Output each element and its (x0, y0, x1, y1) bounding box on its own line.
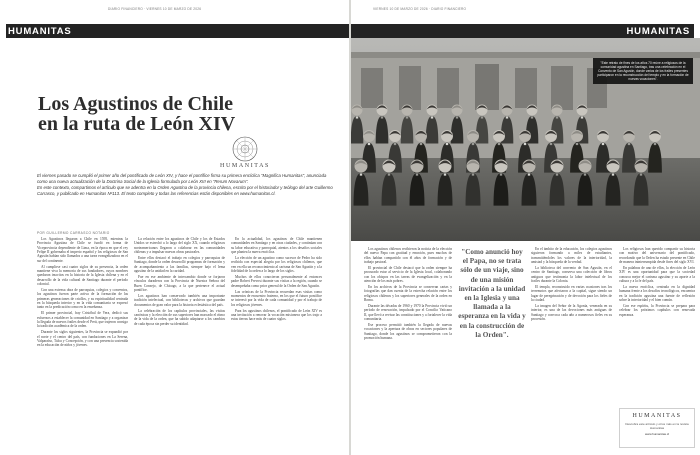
person-figure (466, 160, 481, 206)
person-figure (426, 105, 439, 144)
body-paragraph: En la actualidad, los agustinos de Chile mantienen comunidades en Santiago y en otras ciudades, y continúan con su labor educativa y parroquial, atentos a los desafíos sociales que plantea la nueva encíclica. (231, 237, 322, 255)
person-figure (522, 160, 537, 206)
person-figure (401, 105, 414, 144)
person-figure (354, 160, 369, 206)
body-paragraph: La celebración de los capítulos provinciales, las visitas canónicas y la elección de sus superiores han marcado el ritmo de la vida de la orden, que ha sabido adaptarse a los cambios de cada época sin perder su identidad. (134, 308, 225, 326)
body-paragraph: En el ámbito de la educación, los colegios agustinos siguieron formando a miles de estudiantes, transmitiéndoles los valores de la interioridad, la amistad y la búsqueda de la verdad. (531, 247, 612, 265)
left-page (0, 0, 349, 455)
right-body-column-1 (364, 247, 452, 447)
body-paragraph: Los agustinos han conservado también una importante tradición intelectual, con bibliotecas y archivos que guardan documentos de gran valor para la historia eclesiástica del país. (134, 293, 225, 307)
body-paragraph: Para los agustinos chilenos, el pontificado de León XIV es una invitación a renovar la vocación misionera que los trajo a estas tierras hace más de cuatro siglos. (231, 308, 322, 322)
humanitas-ad-box (619, 408, 695, 448)
body-paragraph: El provincial de Chile destacó que la orden siempre ha procurado estar al servicio de la Iglesia local, colaborando con los obispos en las tareas de evangelización y en la atención de los más pobres. (364, 265, 452, 283)
ad-logo: HUMANITAS (632, 413, 682, 419)
lead-paragraph: El viernes pasado se cumplió el primer año del pontificado de León XIV, y hace el pontífice firma su primera encíclica "Magnifica Humanitas", anunciada como una nueva actualización de la Doctrina Social de la Iglesia formulada por León XIII en "Rerum Novarum". (37, 173, 327, 184)
headline-line-1: Los Agustinos de Chile (38, 93, 234, 115)
body-paragraph: La nueva encíclica, centrada en la dignidad humana frente a los desafíos tecnológicos, encuentra en la tradición agustina una fuente de reflexión sobre la interioridad y el bien común. (619, 284, 695, 302)
logo-wordmark: HUMANITAS (220, 163, 270, 169)
body-paragraph: Durante los siglos siguientes, la Provincia se expandió por el norte y el centro del país, con fundaciones en La Serena, Valparaíso, Talca y Concepción, y con una presencia sostenida en la educación de niños y jóvenes. (37, 330, 128, 348)
body-paragraph: El primer provincial, fray Cristóbal de Vera, dedicó sus esfuerzos a establecer la comunidad en Santiago y a organizar la llegada de nuevos frailes desde el Perú, que trajeron consigo la tradición académica de la orden. (37, 311, 128, 329)
body-paragraph: Con ese espíritu, la Provincia se prepara para celebrar los próximos capítulos con renovada esperanza. (619, 303, 695, 317)
body-paragraph: Ese proceso permitió también la llegada de nuevas vocaciones y la apertura de obras en sectores populares de Santiago, donde los agustinos se comprometieron con la promoción humana. (364, 322, 452, 340)
body-paragraph: Con una extensa obra de parroquias, colegios y conventos, los agustinos fueron parte activa de la formación de las primeras generaciones de criollos, y su espiritualidad centrada en la búsqueda interior y en la vida comunitaria se expresó tanto en la predicación como en la enseñanza. (37, 287, 128, 310)
body-paragraph: Entre ellos destacó el trabajo en colegios y parroquias de Santiago, donde la orden desarrolló programas de formación y de acompañamiento a las familias, siempre bajo el lema agustino de la unidad en la caridad. (134, 255, 225, 273)
person-figure (648, 130, 662, 173)
person-figure (438, 160, 453, 206)
person-figure (634, 160, 649, 206)
person-figure (410, 160, 425, 206)
ad-url-link[interactable]: www.humanitas.cl (644, 431, 669, 436)
person-figure (578, 160, 593, 206)
photo-caption: "Este retrato de fines de los años 70 reúne a religiosos de la comunidad agustina en Santiago, tras una celebración en el Convento de San Agustín, donde varios de los frailes presentes participaron en la reconstrucción del templo y en la formación de nuevas vocaciones". (593, 58, 693, 84)
person-figure (622, 130, 636, 173)
body-paragraph: La relación entre los agustinos de Chile y los de Estados Unidos se estrechó a lo largo del siglo XX, cuando religiosos norteamericanos llegaron a colaborar en las comunidades chilenas y a impulsar nuevas obras pastorales. (134, 237, 225, 255)
humanitas-logo (210, 136, 280, 169)
body-paragraph: La biblioteca del convento de San Agustín, en el centro de Santiago, conserva una colección de libros antiguos que testimonia la labor intelectual de los frailes durante la Colonia. (531, 265, 612, 283)
humanitas-emblem-icon (232, 136, 258, 162)
ad-text: Descubra este artículo y otros más en la revista Humanitas (625, 422, 689, 430)
person-figure (376, 105, 389, 144)
body-paragraph: Al cumplirse casi cuatro siglos de su presencia, la orden mantiene viva la memoria de sus fundadores, cuyos nombres quedaron inscritos en la historia de la Iglesia chilena y en el desarrollo de la vida cultural de Santiago durante el período colonial. (37, 264, 128, 287)
body-paragraph: En palabras de uno de ellos, la elección de León XIV es una oportunidad para que la sociedad conozca mejor el carisma agustino y su aporte a la cultura y a la fe del país. (619, 265, 695, 283)
left-body-column-3 (231, 237, 322, 445)
body-paragraph: Fue en ese ambiente de intercambio donde se forjaron vínculos duraderos con la Provincia de Nuestra Señora del Buen Consejo, de Chicago, a la que pertenece el actual pontífice. (134, 274, 225, 292)
body-paragraph: La elección de un agustino como sucesor de Pedro ha sido recibida con especial alegría por los religiosos chilenos, que ven en ella un reconocimiento al carisma de San Agustín y a la fidelidad de la orden a lo largo de los siglos. (231, 255, 322, 273)
left-folio: DIARIO FINANCIERO · VIERNES 10 DE MARZO DE 2026 (108, 7, 202, 11)
headline-line-2: en la ruta de León XIV (38, 113, 236, 135)
body-paragraph: Muchos de ellos conocieron personalmente al entonces padre Robert Prevost durante sus visitas a la región, cuando se desempeñaba como prior general de la Orden de San Agustín. (231, 274, 322, 288)
right-folio: VIERNES 10 DE MARZO DE 2026 · DIARIO FINANCIERO (373, 7, 467, 11)
left-body-column-2 (134, 237, 225, 445)
right-body-column-2 (531, 247, 612, 447)
body-paragraph: Las crónicas de la Provincia recuerdan esas visitas como momentos de encuentro fraterno, en los que el futuro pontífice se interesó por la vida de cada comunidad y por el trabajo de los religiosos jóvenes. (231, 289, 322, 307)
pull-quote: "Como anunció hoy el Papa, no se trata sólo de un viaje, sino de una misión invitación a la unidad en la Iglesia y una llamada a la esperanza en la vida y en la construcción de la Orden". (458, 248, 526, 339)
article-lead (37, 173, 337, 197)
body-paragraph: Durante las décadas de 1960 y 1970 la Provincia vivió un período de renovación, impulsado por el Concilio Vaticano II, que llevó a revisar las constituciones y a fortalecer la vida comunitaria. (364, 303, 452, 321)
lead-paragraph: En este contexto, compartimos el artículo que se adentra en la Orden Agustina de la provincia chilena, escrito por el historiador y teólogo del arte Guillermo Carrasco, y publicado en Humanitas Nº113. El texto completo y todas las referencias están disponibles en www.humanitas.cl. (37, 185, 333, 196)
body-paragraph: Los agustinos chilenos recibieron la noticia de la elección del nuevo Papa con gratitud y emoción, pues muchos de ellos habían compartido con él años de formación y de trabajo pastoral. (364, 247, 452, 265)
left-section-band (6, 24, 349, 38)
person-figure (606, 160, 621, 206)
right-body-column-3 (619, 247, 695, 405)
body-paragraph: Los religiosos han querido compartir su historia con motivo del aniversario del pontificado, recordando que la Orden ha estado presente en Chile de manera ininterrumpida desde fines del siglo XVI. (619, 247, 695, 265)
article-headline (38, 94, 338, 134)
body-paragraph: En los archivos de la Provincia se conservan cartas y fotografías que dan cuenta de la estrecha relación entre los religiosos chilenos y los superiores generales de la orden en Roma. (364, 284, 452, 302)
body-paragraph: El templo, reconstruido en varias ocasiones tras los terremotos que afectaron a la capital, sigue siendo un lugar de peregrinación y de devoción para los fieles de la ciudad. (531, 284, 612, 302)
article-byline: POR GUILLERMO CARRASCO NOTARIO (37, 231, 110, 235)
person-figure (351, 105, 363, 144)
left-body-column-1 (37, 237, 128, 445)
right-section-band (351, 24, 694, 38)
left-section-label: HUMANITAS (8, 25, 72, 37)
person-figure (382, 160, 397, 206)
person-figure (494, 160, 509, 206)
person-figure (550, 160, 565, 206)
body-paragraph: Los Agustinos llegaron a Chile en 1595, mientras la Provincia Agustina de Chile se fundó en forma de Viceprovincia dependiente de Lima, en la época en que el rey Felipe II gobernaba el imperio español y los religiosos de San Agustín habían sido llamados a una tarea evangelizadora en el sur del continente. (37, 237, 128, 263)
right-page (351, 0, 700, 455)
body-paragraph: La imagen del Señor de la Agonía, venerada en su interior, es una de las devociones más antiguas de Santiago y convoca cada año a numerosos fieles en su procesión. (531, 303, 612, 321)
right-section-label: HUMANITAS (626, 25, 690, 37)
